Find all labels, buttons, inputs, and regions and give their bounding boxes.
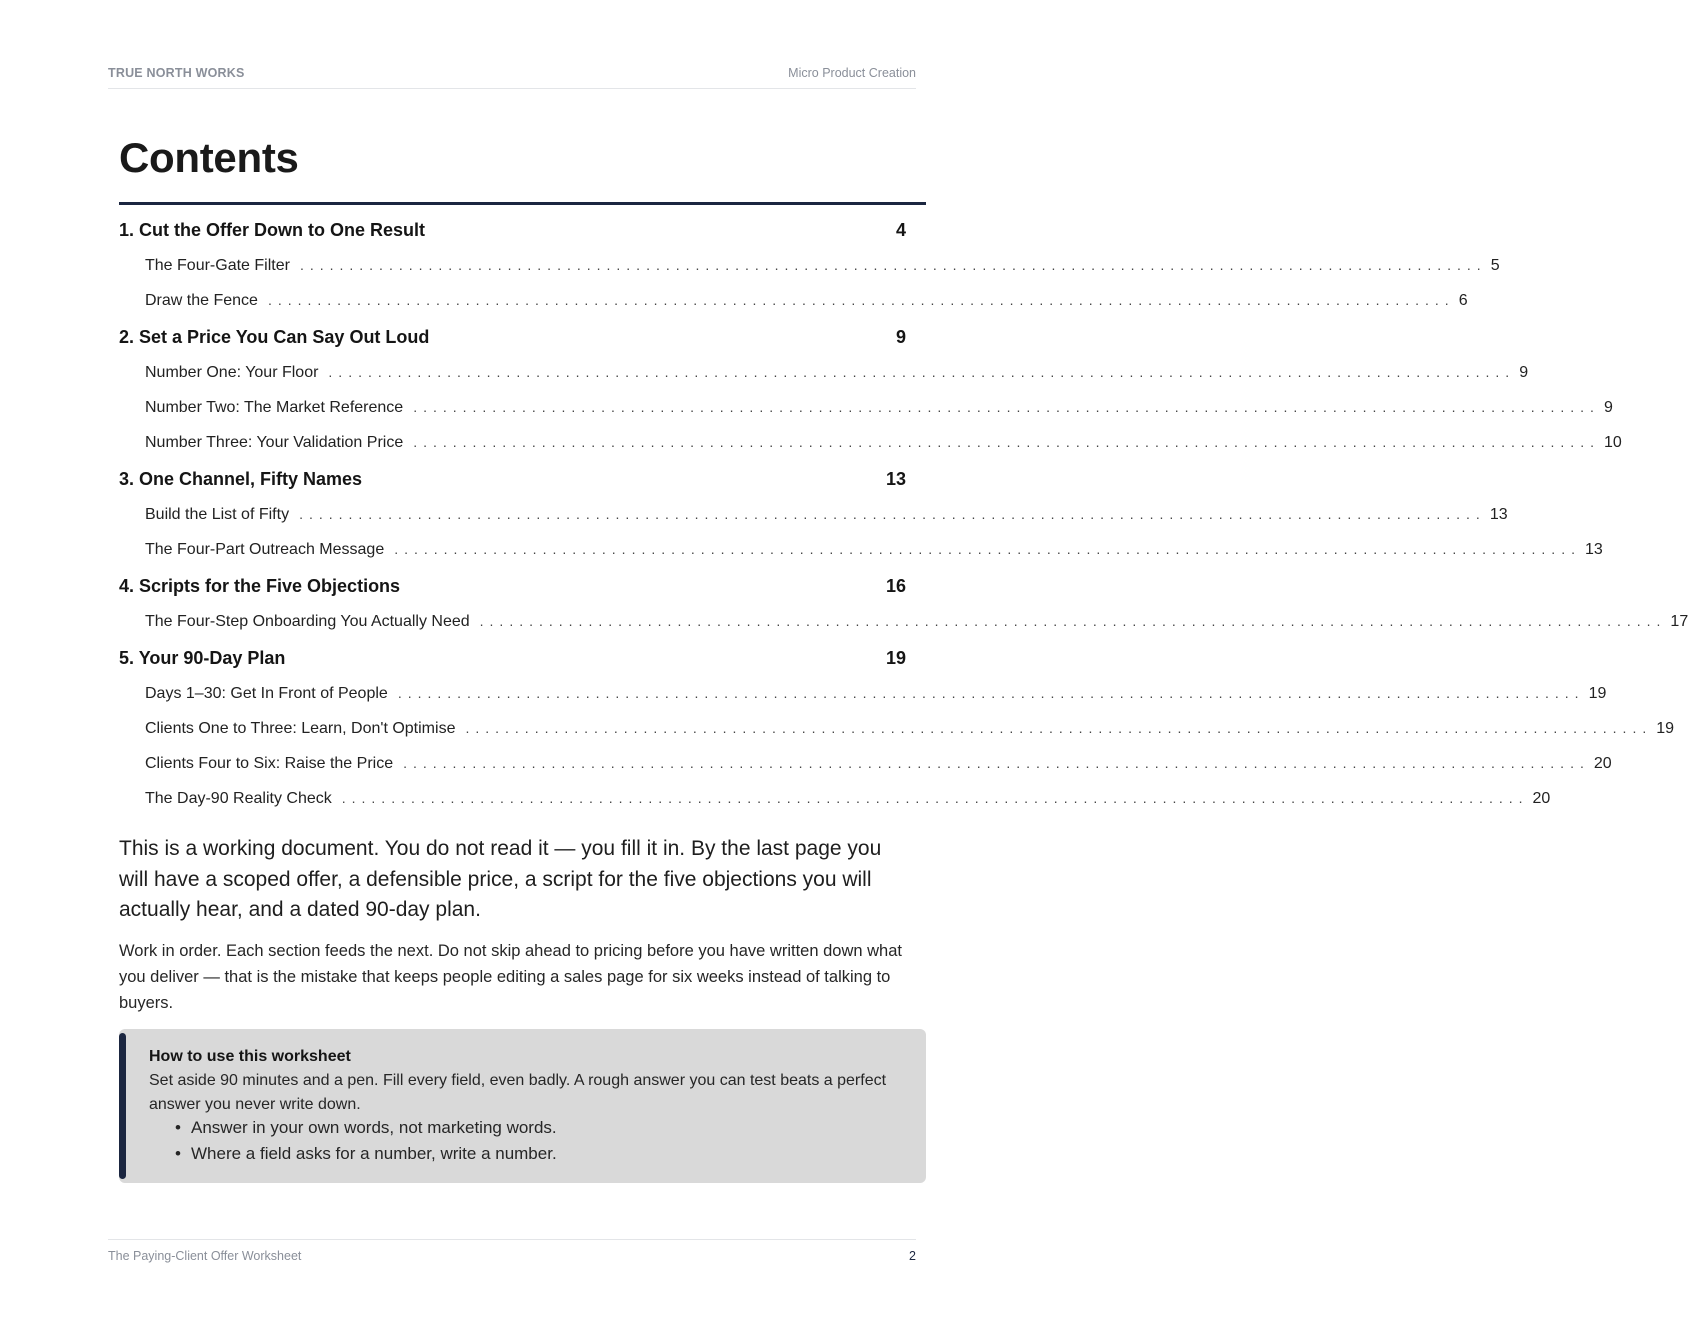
- toc-section-title: Clients Four to Six: Raise the Price: [145, 746, 399, 781]
- toc-section-entry[interactable]: [119, 781, 1551, 816]
- toc-section-entry[interactable]: [119, 497, 1508, 532]
- toc-chapter-page: 19: [885, 648, 906, 668]
- running-footer: [108, 1239, 916, 1270]
- toc-dot-leader: ........................................................................................................................: [394, 541, 1581, 557]
- toc-section-page: 6: [1458, 292, 1468, 309]
- toc-section-page: 20: [1532, 790, 1551, 807]
- toc-dot-leader: ........................................................................................................................: [413, 399, 1600, 415]
- callout-bullet-text: Answer in your own words, not marketing words.: [191, 1118, 557, 1137]
- toc-section-entry[interactable]: [119, 248, 1500, 283]
- toc-section-page: 5: [1490, 257, 1500, 274]
- toc-chapter-title: 5. Your 90-Day Plan: [119, 648, 286, 668]
- toc-chapter-page: 13: [885, 469, 906, 489]
- toc-section-title: Draw the Fence: [145, 283, 264, 318]
- header-section: Micro Product Creation: [788, 66, 916, 80]
- intro-body-paragraph: Work in order. Each section feeds the next. Do not skip ahead to pricing before you have written down what you deliver — that is the mistake that keeps people editing a sales page for six weeks instead of talking to buyers.: [119, 942, 902, 1012]
- toc-section-title: The Four-Step Onboarding You Actually Need: [145, 604, 476, 639]
- toc-section-title: The Four-Part Outreach Message: [145, 532, 390, 567]
- toc-chapter-title: 1. Cut the Offer Down to One Result: [119, 220, 426, 240]
- toc-section-entry[interactable]: [119, 355, 1529, 390]
- title-divider: [119, 202, 926, 205]
- toc-section-title: Number Three: Your Validation Price: [145, 425, 409, 460]
- toc-dot-leader: ........................................................................................................................: [299, 257, 1487, 273]
- toc-section-page: 10: [1603, 434, 1622, 451]
- toc-chapter-entry[interactable]: [119, 319, 906, 355]
- header-brand: TRUE NORTH WORKS: [108, 66, 245, 80]
- toc-chapter-page: 16: [885, 576, 906, 596]
- toc-section-entry[interactable]: [119, 604, 1688, 639]
- toc-section-entry[interactable]: [119, 676, 1607, 711]
- toc-section-page: 13: [1584, 541, 1603, 558]
- toc-section-title: The Day-90 Reality Check: [145, 781, 338, 816]
- callout-text: Set aside 90 minutes and a pen. Fill every field, even badly. A rough answer you can test beats a perfect answer you never write down.: [149, 1072, 887, 1113]
- toc-section-entry[interactable]: [119, 746, 1612, 781]
- toc-chapter-entry[interactable]: [119, 640, 906, 676]
- toc-section-title: Build the List of Fifty: [145, 497, 295, 532]
- callout-title: How to use this worksheet: [149, 1048, 351, 1065]
- toc-section-page: 19: [1656, 720, 1675, 737]
- toc-section-entry[interactable]: [119, 425, 1622, 460]
- toc-dot-leader: ........................................................................................................................: [341, 790, 1529, 806]
- toc-section-entry[interactable]: [119, 711, 1675, 746]
- toc-section-page: 17: [1670, 613, 1688, 630]
- toc-section-entry[interactable]: [119, 532, 1603, 567]
- toc-chapter-title: 4. Scripts for the Five Objections: [119, 576, 401, 596]
- toc-dot-leader: ........................................................................................................................: [479, 613, 1667, 629]
- toc-section-title: Days 1–30: Get In Front of People: [145, 676, 394, 711]
- bullet-icon: •: [175, 1118, 181, 1137]
- toc-section-title: The Four-Gate Filter: [145, 248, 296, 283]
- toc-chapter-page: 9: [895, 327, 906, 347]
- callout-bullet-list: [175, 1115, 557, 1167]
- toc-chapter-entry[interactable]: [119, 568, 906, 604]
- toc-section-title: Number One: Your Floor: [145, 355, 324, 390]
- toc-dot-leader: ........................................................................................................................: [397, 685, 1585, 701]
- page-title: Contents: [119, 134, 299, 181]
- toc-section-entry[interactable]: [119, 390, 1613, 425]
- toc-section-page: 13: [1489, 506, 1508, 523]
- table-of-contents: [119, 211, 1688, 816]
- toc-section-page: 19: [1588, 685, 1607, 702]
- toc-chapter-title: 3. One Channel, Fifty Names: [119, 469, 363, 489]
- toc-chapter-entry[interactable]: [119, 212, 906, 248]
- toc-chapter-title: 2. Set a Price You Can Say Out Loud: [119, 327, 430, 347]
- toc-section-page: 9: [1603, 399, 1613, 416]
- how-to-callout: [119, 1029, 926, 1183]
- bullet-icon: •: [175, 1144, 181, 1163]
- toc-section-page: 20: [1593, 755, 1612, 772]
- callout-bullet-text: Where a field asks for a number, write a number.: [191, 1144, 557, 1163]
- toc-section-page: 9: [1519, 364, 1529, 381]
- intro-lead-paragraph: This is a working document. You do not read it — you fill it in. By the last page you will have a scoped offer, a defensible price, a script for the five objections you will actually hear, and a dated 90-day plan.: [119, 837, 882, 921]
- toc-dot-leader: ........................................................................................................................: [413, 434, 1600, 450]
- running-header: [108, 66, 916, 89]
- toc-dot-leader: ........................................................................................................................: [465, 720, 1653, 736]
- footer-document-title: The Paying-Client Offer Worksheet: [108, 1249, 302, 1263]
- callout-accent-bar: [119, 1033, 126, 1179]
- toc-section-title: Clients One to Three: Learn, Don't Optimise: [145, 711, 461, 746]
- toc-dot-leader: ........................................................................................................................: [299, 506, 1486, 522]
- callout-bullet-item: [175, 1115, 557, 1141]
- toc-chapter-page: 4: [895, 220, 906, 240]
- footer-page-number: 2: [909, 1249, 916, 1263]
- toc-dot-leader: ........................................................................................................................: [267, 292, 1455, 308]
- toc-dot-leader: ........................................................................................................................: [328, 364, 1516, 380]
- toc-section-title: Number Two: The Market Reference: [145, 390, 409, 425]
- toc-dot-leader: ........................................................................................................................: [403, 755, 1590, 771]
- toc-chapter-entry[interactable]: [119, 461, 906, 497]
- callout-bullet-item: [175, 1141, 557, 1167]
- toc-section-entry[interactable]: [119, 283, 1468, 318]
